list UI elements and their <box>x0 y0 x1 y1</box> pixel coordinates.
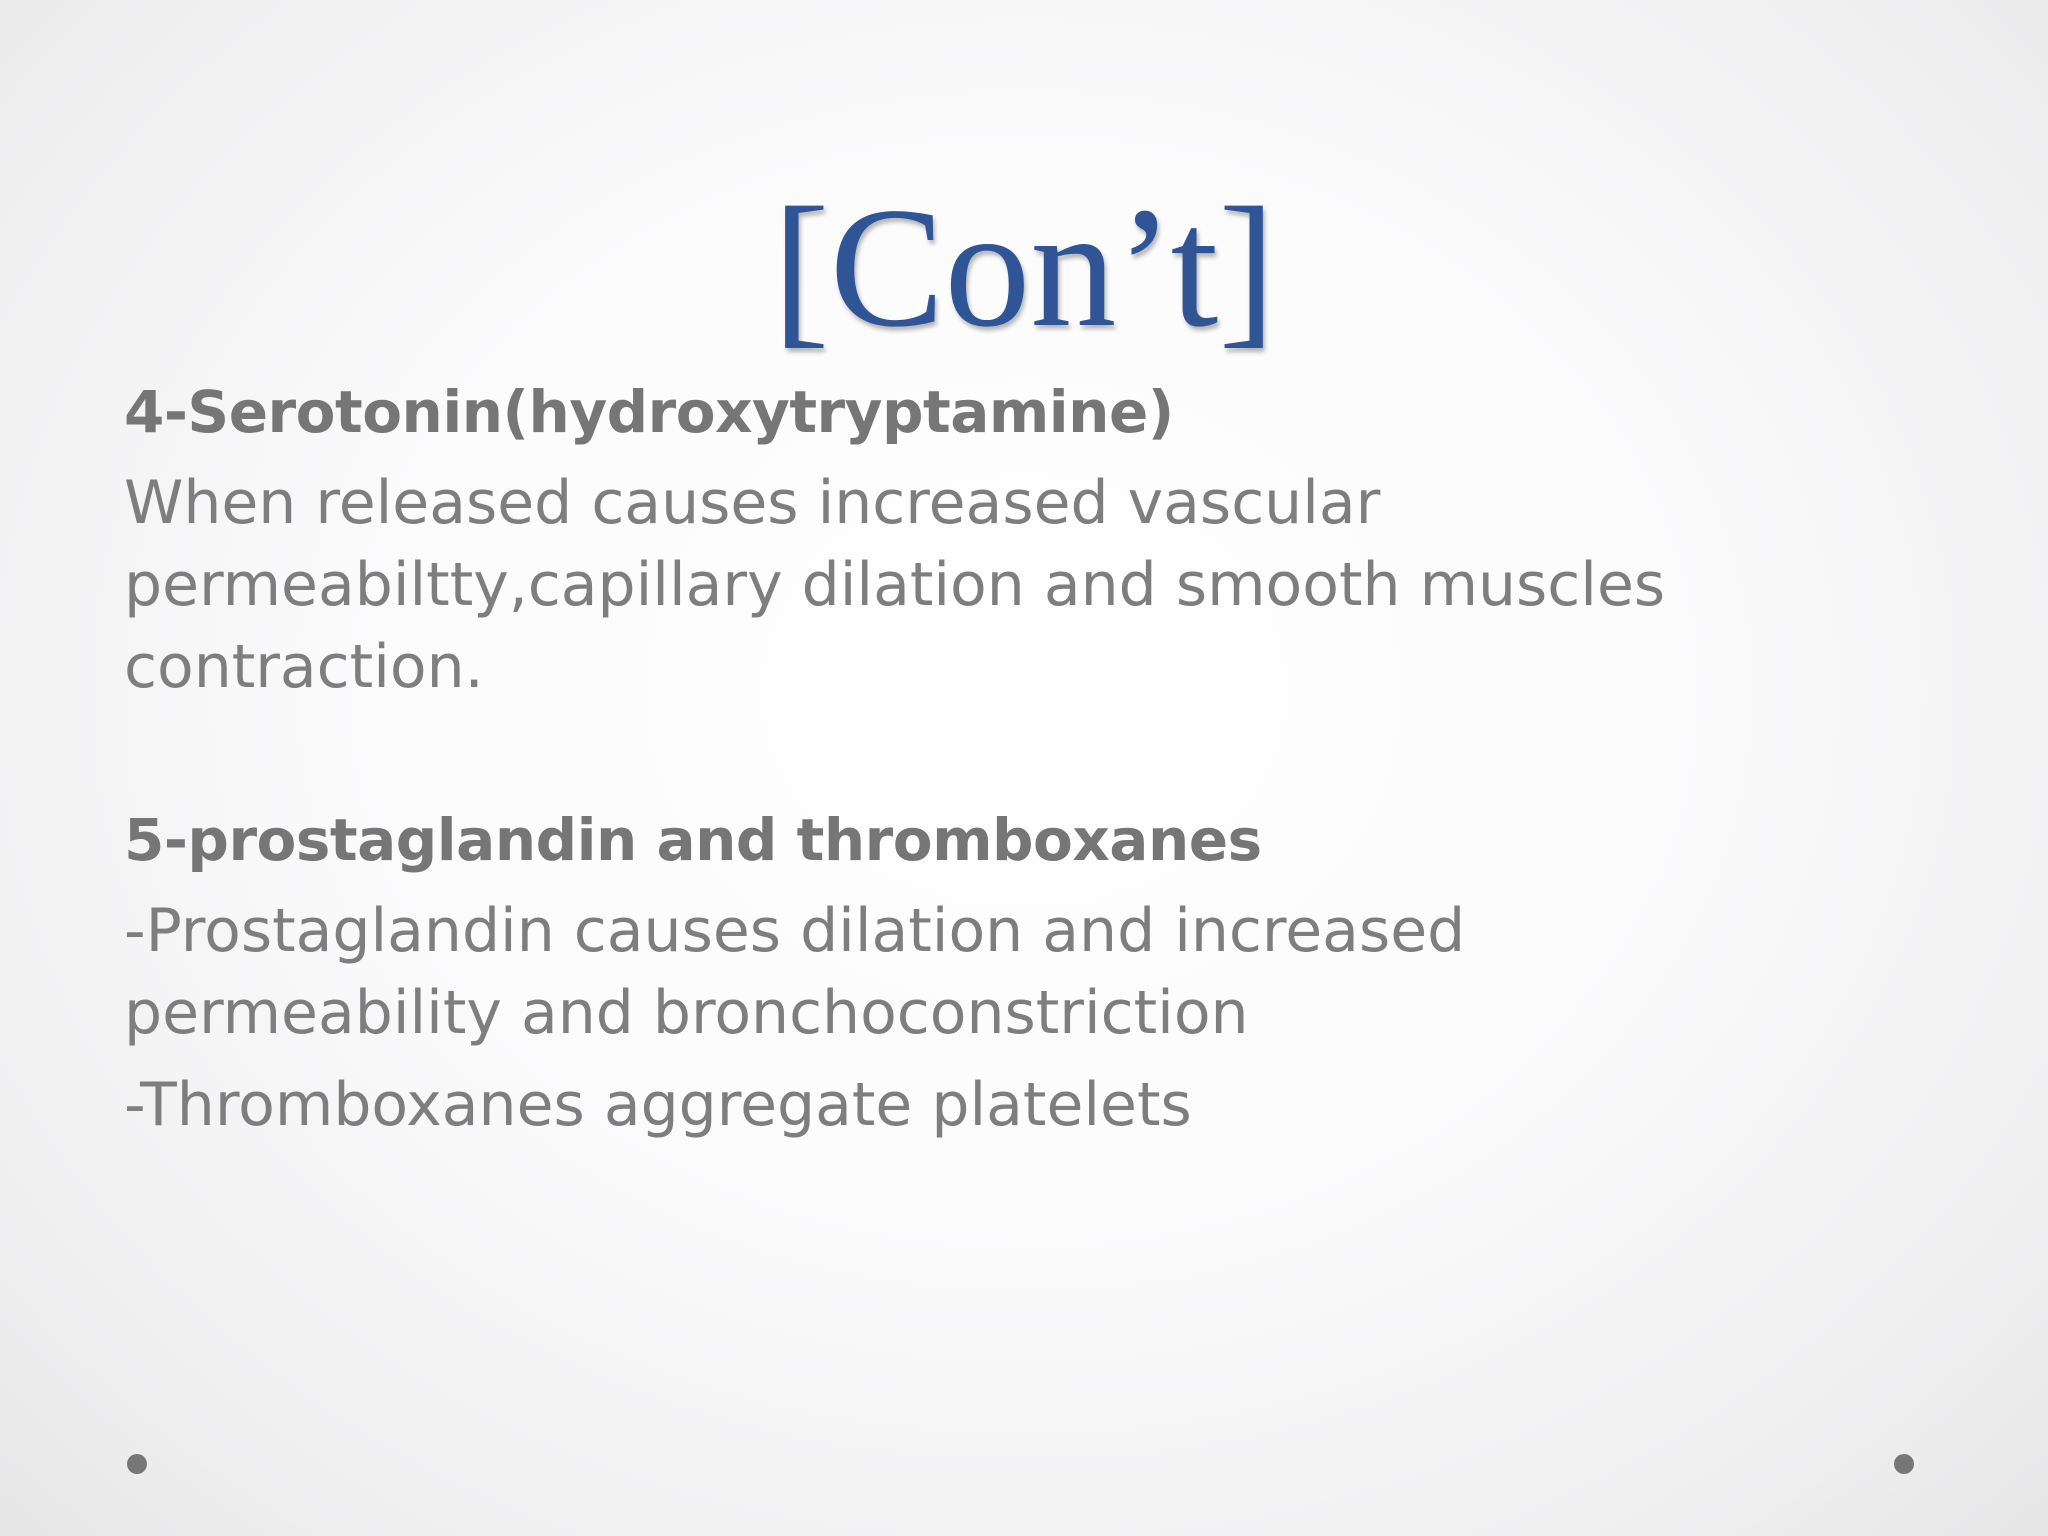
section-heading: 5-prostaglandin and thromboxanes <box>124 806 1262 874</box>
section-paragraph: When released causes increased vascular permeabiltty,capillary dilation and smooth muscles contraction. <box>124 468 1666 702</box>
slide-content <box>124 372 1944 1146</box>
slide-title: [Con’t] <box>772 173 1276 363</box>
corner-dot-left <box>127 1454 147 1474</box>
section-prostaglandin <box>124 800 1944 1146</box>
section-serotonin <box>124 372 1944 708</box>
corner-dot-right <box>1894 1454 1914 1474</box>
section-paragraph: -Prostaglandin causes dilation and increased permeability and bronchoconstriction <box>124 896 1466 1048</box>
section-paragraph: -Thromboxanes aggregate platelets <box>124 1070 1192 1140</box>
section-heading: 4-Serotonin(hydroxytryptamine) <box>124 378 1174 446</box>
